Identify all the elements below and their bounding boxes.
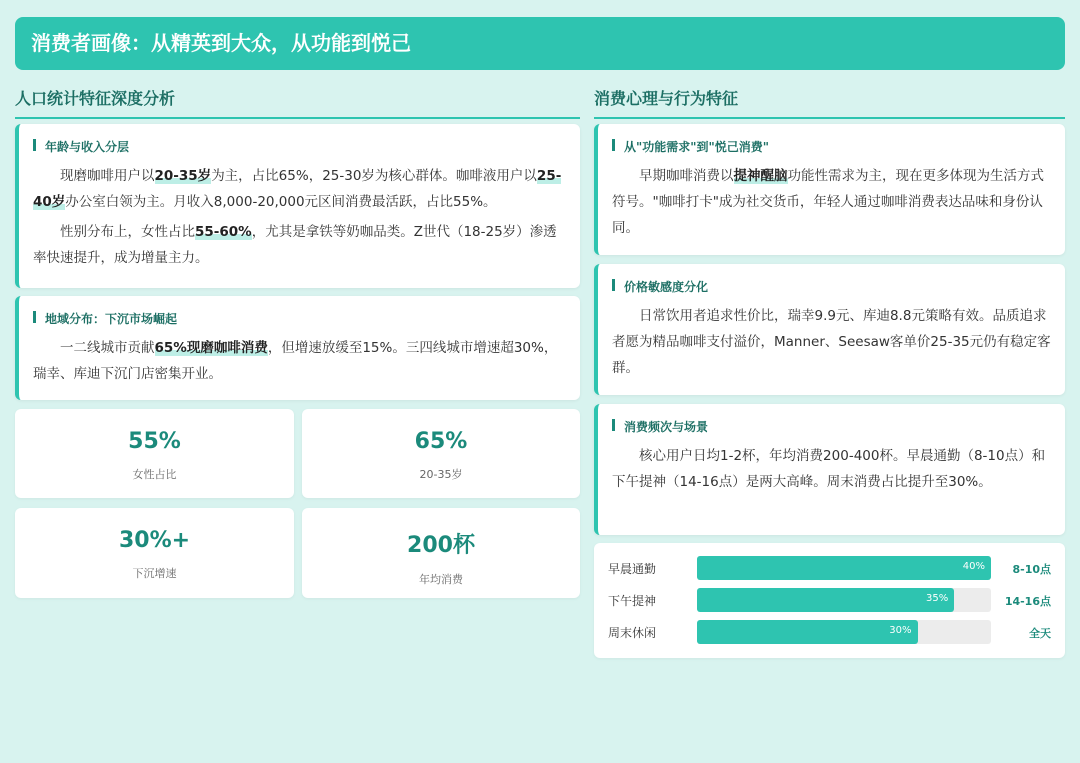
bar-percent: 35% (926, 593, 949, 604)
section-title-text: 人口统计特征深度分析 (15, 89, 176, 108)
stat-card (15, 409, 294, 498)
section-title-text: 消费心理与行为特征 (594, 89, 739, 108)
stat-value: 55% (128, 429, 181, 454)
highlight: 提神醒脑 (733, 168, 788, 184)
stat-label: 女性占比 (132, 468, 177, 481)
stat-card (302, 508, 580, 598)
stat-label: 下沉增速 (132, 567, 177, 580)
bar-time: 全天 (1029, 627, 1051, 640)
card-price-sensitivity (594, 264, 1065, 395)
stat-value: 65% (414, 429, 468, 454)
scene-bar-chart (594, 543, 1065, 658)
bar-fill (697, 620, 918, 644)
paragraph: 核心用户日均1-2杯，年均消费200-400杯。早晨通勤（8-10点）和下午提神（14-16点）是两大高峰。周末消费占比提升至30%。 (612, 448, 1046, 490)
stat-value: 30%+ (118, 528, 191, 553)
card-title: 价格敏感度分化 (612, 278, 1051, 295)
highlight: 25-40岁 (33, 168, 562, 210)
section-title-demographics (15, 86, 580, 119)
bar-label: 周末休闲 (608, 626, 657, 640)
bar-row (594, 588, 1065, 612)
page-title: 消费者画像：从精英到大众，从功能到悦己 (31, 31, 411, 55)
card-title: 年龄与收入分层 (33, 138, 566, 155)
card-title: 消费频次与场景 (612, 418, 1051, 435)
stat-card (302, 409, 580, 498)
highlight: 65%现磨咖啡消费 (154, 340, 268, 356)
card-age-income (15, 124, 580, 288)
bar-track (697, 588, 991, 612)
bar-label: 下午提神 (608, 594, 657, 608)
stat-value: 200杯 (407, 533, 475, 558)
bar-fill (697, 556, 991, 580)
card-region (15, 296, 580, 400)
paragraph: 性别分布上，女性占比55-60%，尤其是拿铁等奶咖品类。Z世代（18-25岁）渗透率快速提升，成为增量主力。 (33, 224, 557, 266)
paragraph: 日常饮用者追求性价比，瑞幸9.9元、库迪8.8元策略有效。品质追求者愿为精品咖啡支付溢价，Manner、Seesaw客单价25-35元仍有稳定客群。 (612, 308, 1051, 376)
bar-percent: 40% (962, 561, 985, 572)
bar-row (594, 620, 1065, 644)
card-title: 地域分布：下沉市场崛起 (33, 310, 566, 327)
stat-label: 年均消费 (419, 573, 463, 586)
bar-time: 14-16点 (1004, 595, 1051, 608)
bar-time: 8-10点 (1012, 563, 1051, 576)
page-header (15, 17, 1065, 70)
card-frequency-scenes (594, 404, 1065, 535)
stat-card (15, 508, 294, 598)
paragraph: 现磨咖啡用户以20-35岁为主，占比65%，25-30岁为核心群体。咖啡液用户以25-40岁办公室白领为主。月收入8,000-20,000元区间消费最活跃，占比55%。 (33, 168, 562, 210)
highlight: 20-35岁 (154, 168, 212, 184)
section-title-psychology (594, 86, 1065, 119)
bar-track (697, 620, 991, 644)
bar-percent: 30% (889, 625, 912, 636)
card-function-to-pleasure (594, 124, 1065, 255)
stat-label: 20-35岁 (419, 468, 463, 481)
bar-label: 早晨通勤 (608, 562, 657, 576)
bar-row (594, 556, 1065, 580)
paragraph: 一二线城市贡献65%现磨咖啡消费，但增速放缓至15%。三四线城市增速超30%，瑞幸、库迪下沉门店密集开业。 (33, 340, 558, 382)
card-title: 从"功能需求"到"悦己消费" (612, 138, 1051, 155)
bar-track (697, 556, 991, 580)
paragraph: 早期咖啡消费以提神醒脑功能性需求为主，现在更多体现为生活方式符号。"咖啡打卡"成为社交货币，年轻人通过咖啡消费表达品味和身份认同。 (612, 168, 1044, 236)
bar-fill (697, 588, 954, 612)
highlight: 55-60% (195, 224, 252, 240)
